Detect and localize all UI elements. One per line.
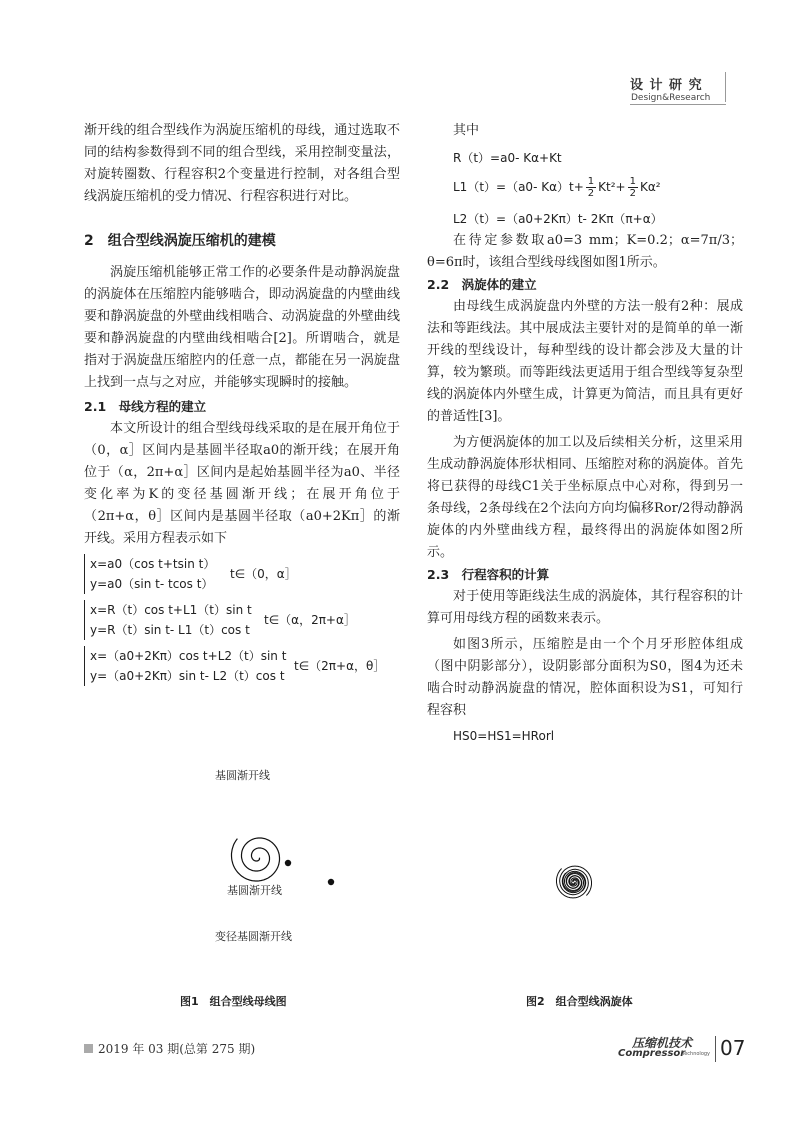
fraction-2-numerator: 1 [629,175,636,187]
figure-1-caption: 图1 组合型线母线图 [180,995,287,1008]
equation-group [84,554,400,686]
equation-3-range: t∈（2π+α，θ］ [294,659,386,673]
modeling-paragraph: 涡旋压缩机能够正常工作的必要条件是动静涡旋盘的涡旋体在压缩腔内能够啮合，即动涡旋盘的内壁曲线要和静涡旋盘的外壁曲线相啮合、动涡旋盘的外壁曲线要和静涡旋盘的内壁曲线相啮合[2]。所谓啮合，就是指对于涡旋盘压缩腔内的任意一点，都能在另一涡旋盘上找到一点与之对应，并能够实现瞬时的接触。 [84,265,400,390]
header-rule [725,72,726,102]
formula-r: R（t）=a0- Kα+Kt [453,151,562,165]
journal-logo [610,1034,710,1064]
fraction-half-2 [628,176,638,199]
generatrix-curve [232,838,280,881]
left-column [84,120,400,686]
right-column [427,120,743,746]
section-heading: 2 组合型线涡旋压缩机的建模 [84,233,276,249]
figure-2 [488,790,658,975]
equation-1-range: t∈（0，α］ [230,567,297,581]
equation-1-y: y=a0（sin t- tcos t） [90,577,214,591]
scroll-method-paragraph: 由母线生成涡旋盘内外壁的方法一般有2种：展成法和等距线法。其中展成法主要针对的是简单的单一渐开线的型线设计，每种型线的设计都会涉及大量的计算，较为繁琐。而等距线法更适用于组合型线等复杂型线的涡旋体内外壁生成，计算更为简洁，而且具有更好的普适性[3]。 [427,299,743,424]
equation-2-x: x=R（t）cos t+L1（t）sin t [90,603,252,617]
equation-3 [84,646,400,686]
section-label-cn: 设 计 研 究 [630,78,703,93]
formula-l1-part-b: Kt²+ [598,180,626,194]
equation-3-y: y=（a0+2Kπ）sin t- L2（t）cos t [90,669,285,683]
figure-1-label-mid: 基圆渐开线 [227,884,282,897]
equation-1 [84,554,400,594]
equation-2-y: y=R（t）sin t- L1（t）cos t [90,623,250,637]
scroll-body-plot [488,790,658,975]
figure-1-label-bottom: 变径基圆渐开线 [215,930,292,943]
fraction-1-numerator: 1 [587,175,595,187]
figure-1 [130,765,390,970]
where-label: 其中 [453,123,480,138]
volume-paragraph: 对于使用等距线法生成的涡旋体，其行程容积的计算可用母线方程的函数来表示。 [427,589,743,626]
equation-2-range: t∈（α，2π+α］ [264,613,356,627]
formula-l1-part-a: L1（t）=（a0- Kα）t+ [453,180,584,194]
figure-1-label-top: 基圆渐开线 [215,769,270,782]
footer-square-icon [84,1044,93,1053]
intro-paragraph: 渐开线的组合型线作为涡旋压缩机的母线，通过选取不同的结构参数得到不同的组合型线，采用控制变量法，对旋转圈数、行程容积2个变量进行控制，对各组合型线涡旋压缩机的受力情况、行程容积进行对比。 [84,123,400,204]
fraction-1-denominator: 2 [587,187,595,199]
logo-cn-text: 压缩机技术 [632,1036,693,1050]
logo-sub-text: Technology [682,1051,711,1057]
formula-l2: L2（t）=（a0+2Kπ）t- 2Kπ（π+α） [453,212,663,226]
formula-volume: HS0=HS1=HRorl [453,729,555,743]
subsection-heading-2-3: 2.3 行程容积的计算 [427,567,550,582]
footer-rule [715,1036,716,1062]
junction-point-inner [285,860,291,866]
generatrix-paragraph: 本文所设计的组合型线母线采取的是在展开角位于（0，α］区间内是基圆半径取a0的渐开线；在展开角位于（α，2π+α］区间内是起始基圆半径为a0、半径变化率为K的变径基圆渐开线；在展开角位于（2π+α，θ］区间内是基圆半径取（a0+2Kπ］的渐开线。采用方程表示如下 [84,421,400,546]
equation-2 [84,600,400,640]
logo-en-text: Compressor [618,1048,686,1059]
section-label-en: Design&Research [631,93,711,103]
volume-figure-paragraph: 如图3所示，压缩腔是由一个个月牙形腔体组成（图中阴影部分），设阴影部分面积为S0，图4为还未啮合时动静涡旋盘的情况，腔体面积设为S1，可知行程容积 [427,637,743,718]
formula-l1-part-c: Kα² [639,180,661,194]
equation-3-x: x=（a0+2Kπ）cos t+L2（t）sin t [90,649,287,663]
equation-1-x: x=a0（cos t+tsin t） [90,557,216,571]
subsection-heading-2-2: 2.2 涡旋体的建立 [427,277,537,292]
fraction-2-denominator: 2 [629,187,636,199]
fraction-half-1 [586,176,596,199]
figure-2-caption: 图2 组合型线涡旋体 [526,995,633,1008]
footer-issue: 2019 年 03 期(总第 275 期) [98,1042,256,1056]
header-rule-h [630,104,726,105]
parameter-paragraph: 在待定参数取a0=3 mm；K=0.2；α=7π/3；θ=6π时，该组合型线母线图如图1所示。 [427,233,743,270]
scroll-body-paragraph: 为方便涡旋体的加工以及后续相关分析，这里采用生成动静涡旋体形状相同、压缩腔对称的涡旋体。首先将已获得的母线C1关于坐标原点中心对称，得到另一条母线，2条母线在2个法向方向均偏移Ror/2得动静涡旋体的内外壁曲线方程，最终得出的涡旋体如图2所示。 [427,435,743,560]
subsection-heading-2-1: 2.1 母线方程的建立 [84,399,207,414]
page-number: 07 [720,1036,746,1060]
formula-l1 [453,172,743,202]
junction-point-outer [328,879,334,885]
